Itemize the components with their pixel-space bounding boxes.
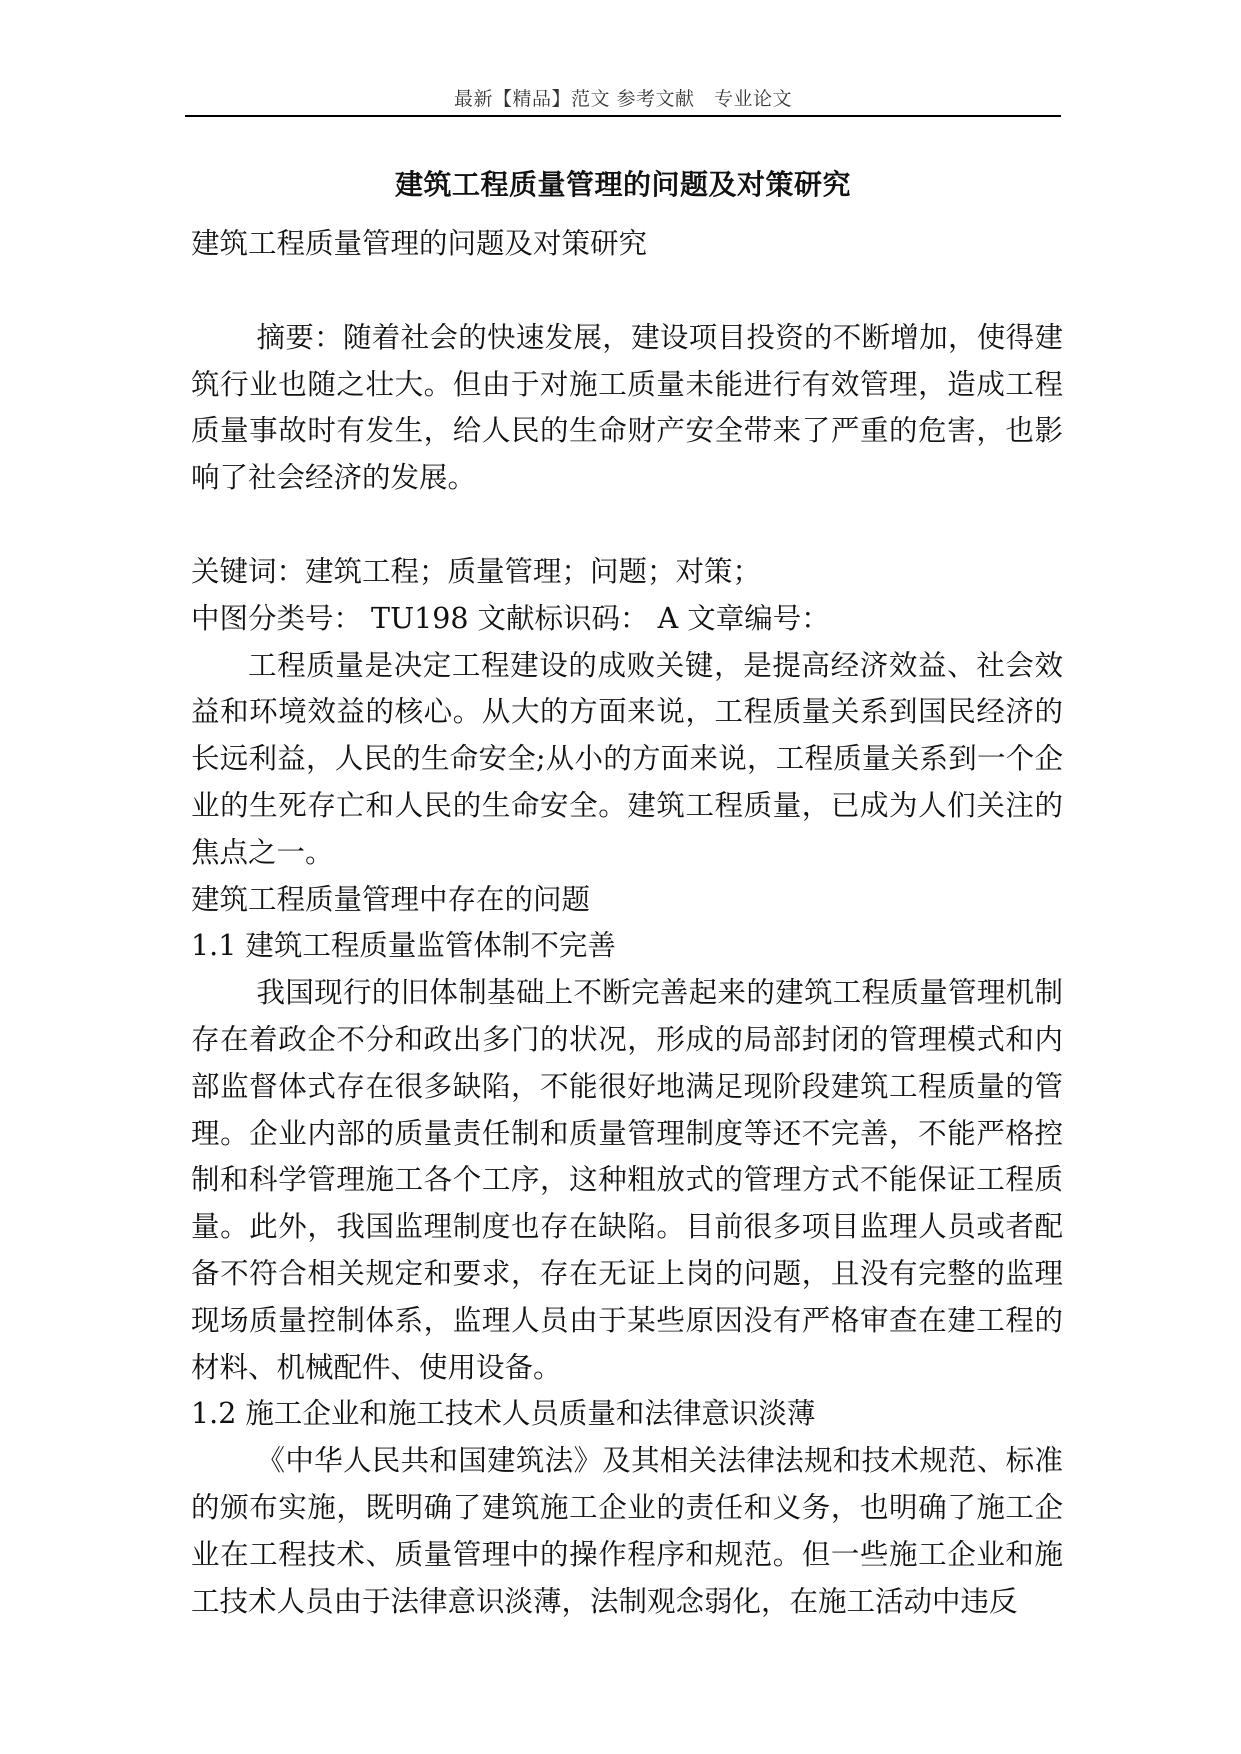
subsection-body-1-1: 我国现行的旧体制基础上不断完善起来的建筑工程质量管理机制存在着政企不分和政出多门的状况，形成的局部封闭的管理模式和内部监督体式存在很多缺陷，不能很好地满足现阶段建筑工程质量的管理。企业内部的质量责任制和质量管理制度等还不完善，不能严格控制和科学管理施工各个工序，这种粗放式的管理方式不能保证工程质量。此外，我国监理制度也存在缺陷。目前很多项目监理人员或者配备不符合相关规定和要求，存在无证上岗的问题，且没有完整的监理现场质量控制体系，监理人员由于某些原因没有严格审查在建工程的材料、机械配件、使用设备。 — [191, 976, 1063, 1384]
intro-paragraph: 工程质量是决定工程建设的成败关键，是提高经济效益、社会效益和环境效益的核心。从大的方面来说，工程质量关系到国民经济的长远利益，人民的生命安全;从小的方面来说，工程质量关系到一个企业的生死存亡和人民的生命安全。建筑工程质量，已成为人们关注的焦点之一。 — [191, 648, 1063, 869]
document-body — [191, 221, 1063, 1625]
subsection-heading-1-2: 1.2 施工企业和施工技术人员质量和法律意识淡薄 — [191, 1397, 816, 1431]
keywords-line: 关键词：建筑工程；质量管理；问题；对策； — [191, 554, 762, 588]
spacer — [191, 502, 1063, 549]
document-title: 建筑工程质量管理的问题及对策研究 — [394, 168, 851, 201]
spacer — [191, 268, 1063, 315]
document-subtitle: 建筑工程质量管理的问题及对策研究 — [191, 227, 648, 260]
classification-line: 中图分类号： TU198 文献标识码： A 文章编号： — [191, 601, 830, 635]
subsection-heading-1-1: 1.1 建筑工程质量监管体制不完善 — [191, 929, 616, 963]
subsection-body-1-2: 《中华人民共和国建筑法》及其相关法律法规和技术规范、标准的颁布实施，既明确了建筑施工企业的责任和义务，也明确了施工企业在工程技术、质量管理中的操作程序和规范。但一些施工企业和施工技术人员由于法律意识淡薄，法制观念弱化，在施工活动中违反 — [191, 1444, 1063, 1618]
section-heading: 建筑工程质量管理中存在的问题 — [191, 882, 591, 916]
header-divider — [185, 115, 1061, 117]
page-header: 最新【精品】范文 参考文献 专业论文 — [453, 88, 793, 110]
abstract-paragraph: 摘要：随着社会的快速发展，建设项目投资的不断增加，使得建筑行业也随之壮大。但由于对施工质量未能进行有效管理，造成工程质量事故时有发生，给人民的生命财产安全带来了严重的危害，也影响了社会经济的发展。 — [191, 320, 1063, 495]
